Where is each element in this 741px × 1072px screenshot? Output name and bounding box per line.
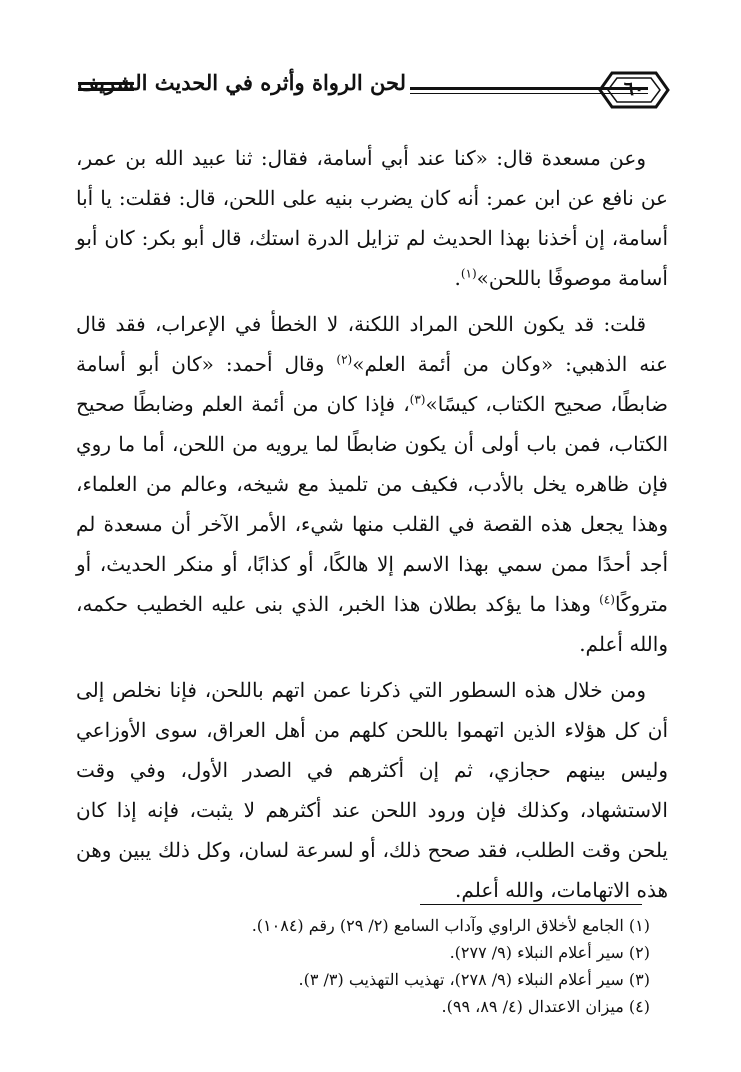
- page-number-ornament: [598, 70, 670, 110]
- main-text: [76, 138, 668, 916]
- footnote-3: (٣) سير أعلام النبلاء (٩/ ٢٧٨)، تهذيب التهذيب (٣/ ٣).: [298, 970, 650, 989]
- footnote-ref-3: (٣): [409, 392, 426, 407]
- page-header: [78, 64, 674, 114]
- paragraph-2-part-2: وقال أحمد: «كان أبو أسامة ضابطًا، صحيح الكتاب، كيسًا»: [76, 352, 668, 416]
- paragraph-1-tail: .: [454, 266, 461, 290]
- paragraph-2-part-3: ، فإذا كان من أئمة العلم وضابطًا صحيح الكتاب، فمن باب أولى أن يكون ضابطًا لما يرويه من اللحن، أما ما روي فإن ظاهره يخل بالأدب، فكيف من تلميذ مع شيخه، وعالم من العلماء، وهذا يجعل هذه القصة في القلب منها شيء، الأمر الآخر أن مسعدة لم أجد أحدًا ممن سمي بهذا الاسم إلا هالكًا، أو كذابًا، أو منكر الحديث، أو متروكًا: [76, 392, 668, 616]
- running-title: لحن الرواة وأثره في الحديث الشريف: [77, 70, 406, 95]
- footnote-ref-4: (٤): [599, 592, 615, 607]
- footnote-1: (١) الجامع لأخلاق الراوي وآداب السامع (٢/ ٢٩) رقم (١٠٨٤).: [251, 916, 650, 935]
- paragraph-1: [76, 138, 668, 298]
- page-number: ٦٠: [623, 78, 645, 100]
- footnote-separator: [420, 904, 642, 905]
- paragraph-2-part-1: قلت: قد يكون اللحن المراد اللكنة، لا الخطأ في الإعراب، فقد قال عنه الذهبي: «وكان من أئمة العلم»: [76, 312, 669, 376]
- footnote-2: (٢) سير أعلام النبلاء (٩/ ٢٧٧).: [449, 943, 650, 962]
- footnote-ref-2: (٢): [336, 352, 353, 367]
- paragraph-1-text: وعن مسعدة قال: «كنا عند أبي أسامة، فقال: ثنا عبيد الله بن عمر، عن نافع عن ابن عمر: أنه كان يضرب بنيه على اللحن، قال: فقلت: يا أبا أسامة، إن أخذنا بهذا الحديث لم تزايل الدرة استك، قال أبو بكر: كان أبو أسامة موصوفًا باللحن»: [76, 146, 669, 290]
- footnotes: [110, 912, 650, 1020]
- paragraph-3: ومن خلال هذه السطور التي ذكرنا عمن اتهم باللحن، فإنا نخلص إلى أن كل هؤلاء الذين اتهموا باللحن كلهم من أهل العراق، سوى الأوزاعي وليس بينهم حجازي، ثم إن أكثرهم في الصدر الأول، وفي وقت الاستشهاد، وكذلك فإن ورود اللحن عند أكثرهم لا يثبت، فإنه إذا كان يلحن وقت الطلب، فقد صحح ذلك، أو لسرعة لسان، وكل ذلك يبين وهن هذه الاتهامات، والله أعلم.: [76, 678, 668, 902]
- paragraph-2-part-4: وهذا ما يؤكد بطلان هذا الخبر، الذي بنى عليه الخطيب حكمه، والله أعلم.: [76, 592, 668, 656]
- footnote-ref-1: (١): [460, 266, 477, 281]
- paragraph-2: [76, 304, 668, 664]
- footnote-4: (٤) ميزان الاعتدال (٤/ ٨٩، ٩٩).: [441, 997, 650, 1016]
